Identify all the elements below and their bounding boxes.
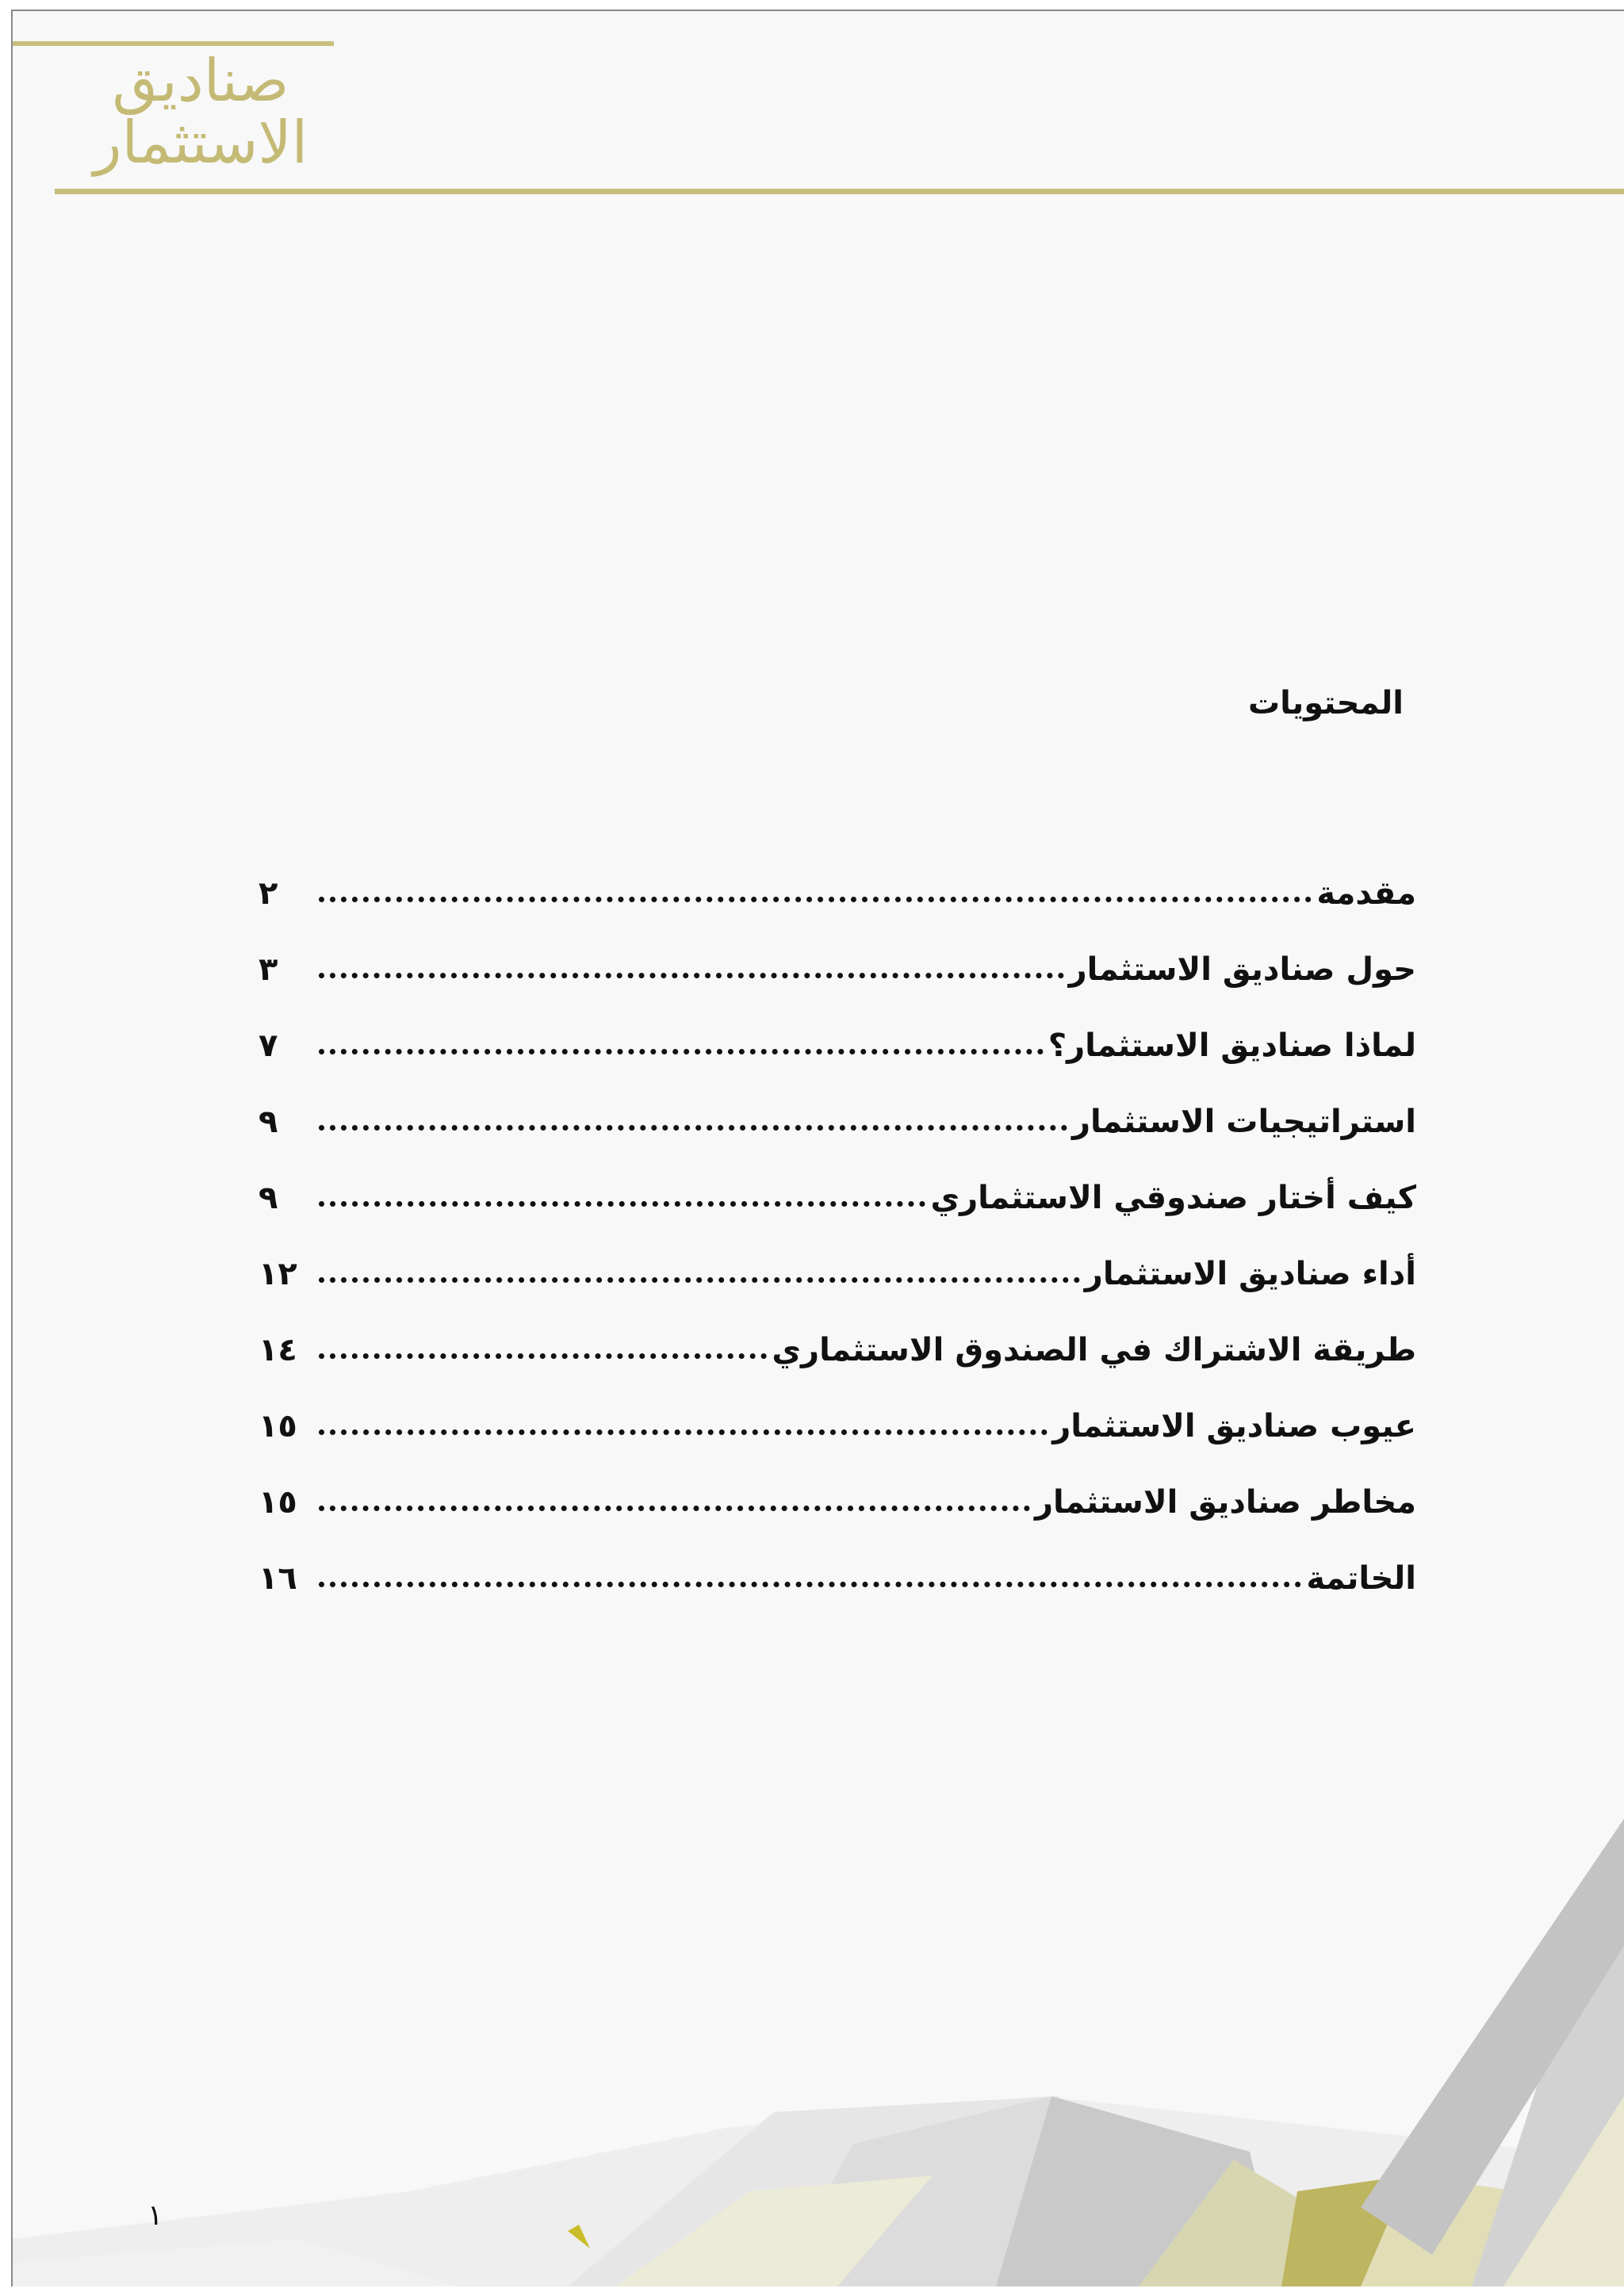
brand-logo xyxy=(86,47,316,189)
logo-top-rule xyxy=(13,41,334,46)
toc-entry-why-funds[interactable] xyxy=(259,988,1416,1064)
toc-entry-subscription[interactable] xyxy=(259,1292,1416,1368)
toc-entry-label: كيف أختار صندوقي الاستثماري xyxy=(930,1180,1416,1216)
toc-dot-leader xyxy=(319,1423,1048,1435)
toc-dot-leader xyxy=(319,1119,1067,1131)
toc-entry-label: الخاتمة xyxy=(1306,1560,1416,1597)
toc-entry-choosing-fund[interactable] xyxy=(259,1140,1416,1216)
logo-line-1: صناديق xyxy=(112,47,289,115)
toc-entry-page: ٩ xyxy=(259,1104,278,1140)
toc-entry-label: لماذا صناديق الاستثمار؟ xyxy=(1048,1027,1416,1064)
toc-dot-leader xyxy=(319,1195,925,1207)
toc-entry-introduction[interactable] xyxy=(259,836,1416,912)
toc-entry-page: ١٦ xyxy=(259,1560,297,1597)
document-page xyxy=(11,10,1624,2286)
toc-dot-leader xyxy=(319,1043,1044,1054)
toc-entry-page: ٣ xyxy=(259,951,278,988)
toc-entry-page: ١٥ xyxy=(259,1408,297,1445)
toc-title: المحتويات xyxy=(1247,685,1404,721)
toc-entry-strategies[interactable] xyxy=(259,1064,1416,1140)
toc-entry-label: مقدمة xyxy=(1316,875,1416,912)
toc-entry-label: طريقة الاشتراك في الصندوق الاستثماري xyxy=(772,1332,1416,1368)
toc-entry-about-funds[interactable] xyxy=(259,912,1416,988)
toc-entry-label: مخاطر صناديق الاستثمار xyxy=(1035,1484,1416,1521)
toc-dot-leader xyxy=(319,1499,1030,1511)
toc-entry-risks[interactable] xyxy=(259,1445,1416,1521)
toc-dot-leader xyxy=(319,1347,767,1359)
toc-entry-page: ٢ xyxy=(259,875,278,912)
logo-line-2: الاستثمار xyxy=(93,108,308,177)
toc-dot-leader xyxy=(319,1271,1080,1283)
toc-entry-page: ١٤ xyxy=(259,1332,297,1368)
toc-entry-page: ١٥ xyxy=(259,1484,297,1521)
table-of-contents xyxy=(259,836,1416,1597)
toc-entry-performance[interactable] xyxy=(259,1216,1416,1292)
toc-dot-leader xyxy=(319,890,1312,902)
toc-entry-label: عيوب صناديق الاستثمار xyxy=(1052,1408,1416,1445)
toc-entry-label: أداء صناديق الاستثمار xyxy=(1084,1256,1416,1292)
header-rule xyxy=(55,189,1624,194)
toc-dot-leader xyxy=(319,1575,1301,1587)
toc-entry-drawbacks[interactable] xyxy=(259,1368,1416,1445)
decorative-polygon-footer xyxy=(13,1684,1624,2286)
toc-entry-conclusion[interactable] xyxy=(259,1521,1416,1597)
page-number: ١ xyxy=(147,2199,163,2232)
toc-dot-leader xyxy=(319,966,1064,978)
toc-entry-page: ١٢ xyxy=(259,1256,297,1292)
toc-entry-page: ٩ xyxy=(259,1180,278,1216)
toc-entry-label: حول صناديق الاستثمار xyxy=(1068,951,1416,988)
toc-entry-page: ٧ xyxy=(259,1027,278,1064)
toc-entry-label: استراتيجيات الاستثمار xyxy=(1072,1104,1416,1140)
